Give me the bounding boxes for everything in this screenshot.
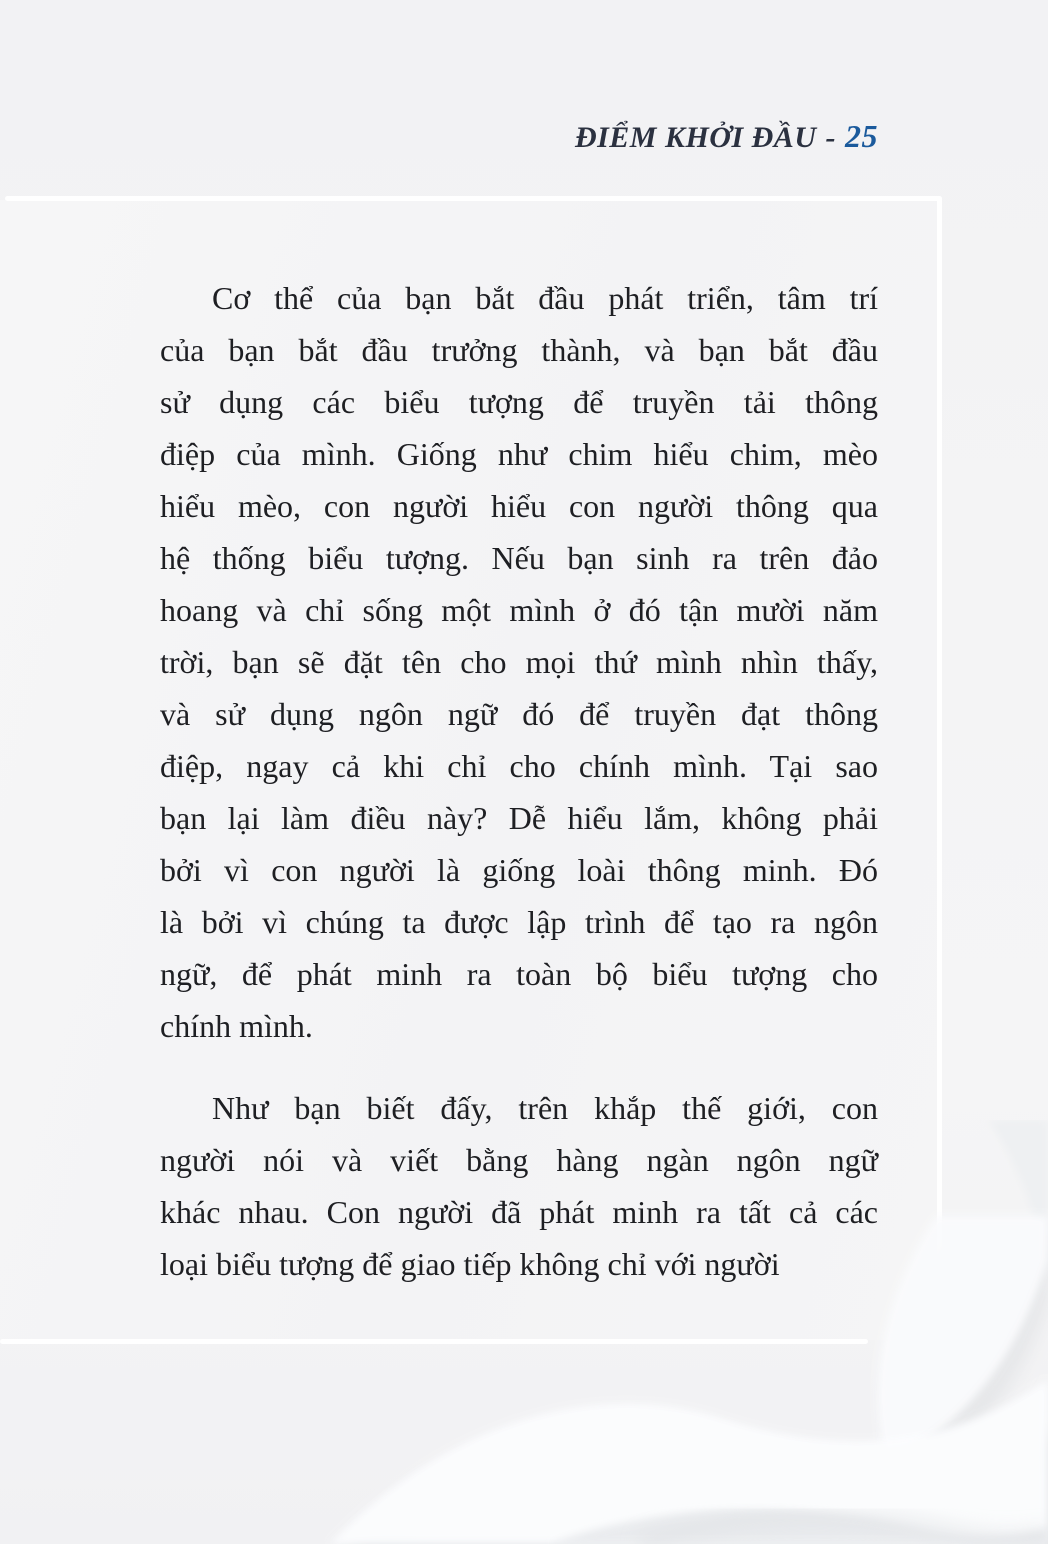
frame-bottom-rule xyxy=(0,1339,868,1344)
text-line: bởi vì con người là giống loài thông minh. Đó xyxy=(160,852,878,888)
edge-petal xyxy=(988,1120,1048,1320)
text-line: và sử dụng ngôn ngữ đó để truyền đạt thông xyxy=(160,696,878,732)
text-line: Cơ thể của bạn bắt đầu phát triển, tâm trí xyxy=(212,280,878,316)
text-line: sử dụng các biểu tượng để truyền tải thông xyxy=(160,384,878,420)
page-number: 25 xyxy=(845,118,878,154)
frame-top-rule xyxy=(5,196,941,201)
body-text xyxy=(160,272,878,1320)
text-line: trời, bạn sẽ đặt tên cho mọi thứ mình nhìn thấy, xyxy=(160,644,878,680)
text-line: hệ thống biểu tượng. Nếu bạn sinh ra trên đảo xyxy=(160,540,878,576)
running-header xyxy=(160,118,878,156)
frame-right-rule xyxy=(937,196,942,1260)
text-line: là bởi vì chúng ta được lập trình để tạo ra ngôn xyxy=(160,904,878,940)
text-line: điệp, ngay cả khi chỉ cho chính mình. Tại sao xyxy=(160,748,878,784)
texture-band xyxy=(640,1517,1048,1544)
petal-shadow-band xyxy=(370,1439,1048,1544)
text-line: bạn lại làm điều này? Dễ hiểu lắm, không phải xyxy=(160,800,878,836)
paragraph xyxy=(160,272,878,1052)
text-line: ngữ, để phát minh ra toàn bộ biểu tượng cho xyxy=(160,956,878,992)
text-line: khác nhau. Con người đã phát minh ra tất cả các xyxy=(160,1194,878,1230)
text-line: hiểu mèo, con người hiểu con người thông qua xyxy=(160,488,878,524)
text-line: điệp của mình. Giống như chim hiểu chim, mèo xyxy=(160,436,878,472)
text-line: Như bạn biết đấy, trên khắp thế giới, con xyxy=(212,1090,878,1126)
header-separator: - xyxy=(825,121,836,154)
paragraph xyxy=(160,1082,878,1290)
text-line: hoang và chỉ sống một mình ở đó tận mười năm xyxy=(160,592,878,628)
chapter-title: ĐIỂM KHỞI ĐẦU xyxy=(574,121,817,154)
text-line: của bạn bắt đầu trưởng thành, và bạn bắt đầu xyxy=(160,332,878,368)
main-wave-petal xyxy=(330,1380,1048,1544)
text-line: chính mình. xyxy=(160,1008,313,1044)
text-line: người nói và viết bằng hàng ngàn ngôn ngữ xyxy=(160,1142,878,1178)
text-line: loại biểu tượng để giao tiếp không chỉ với người xyxy=(160,1246,780,1282)
lower-wave-petal xyxy=(550,1510,1048,1544)
